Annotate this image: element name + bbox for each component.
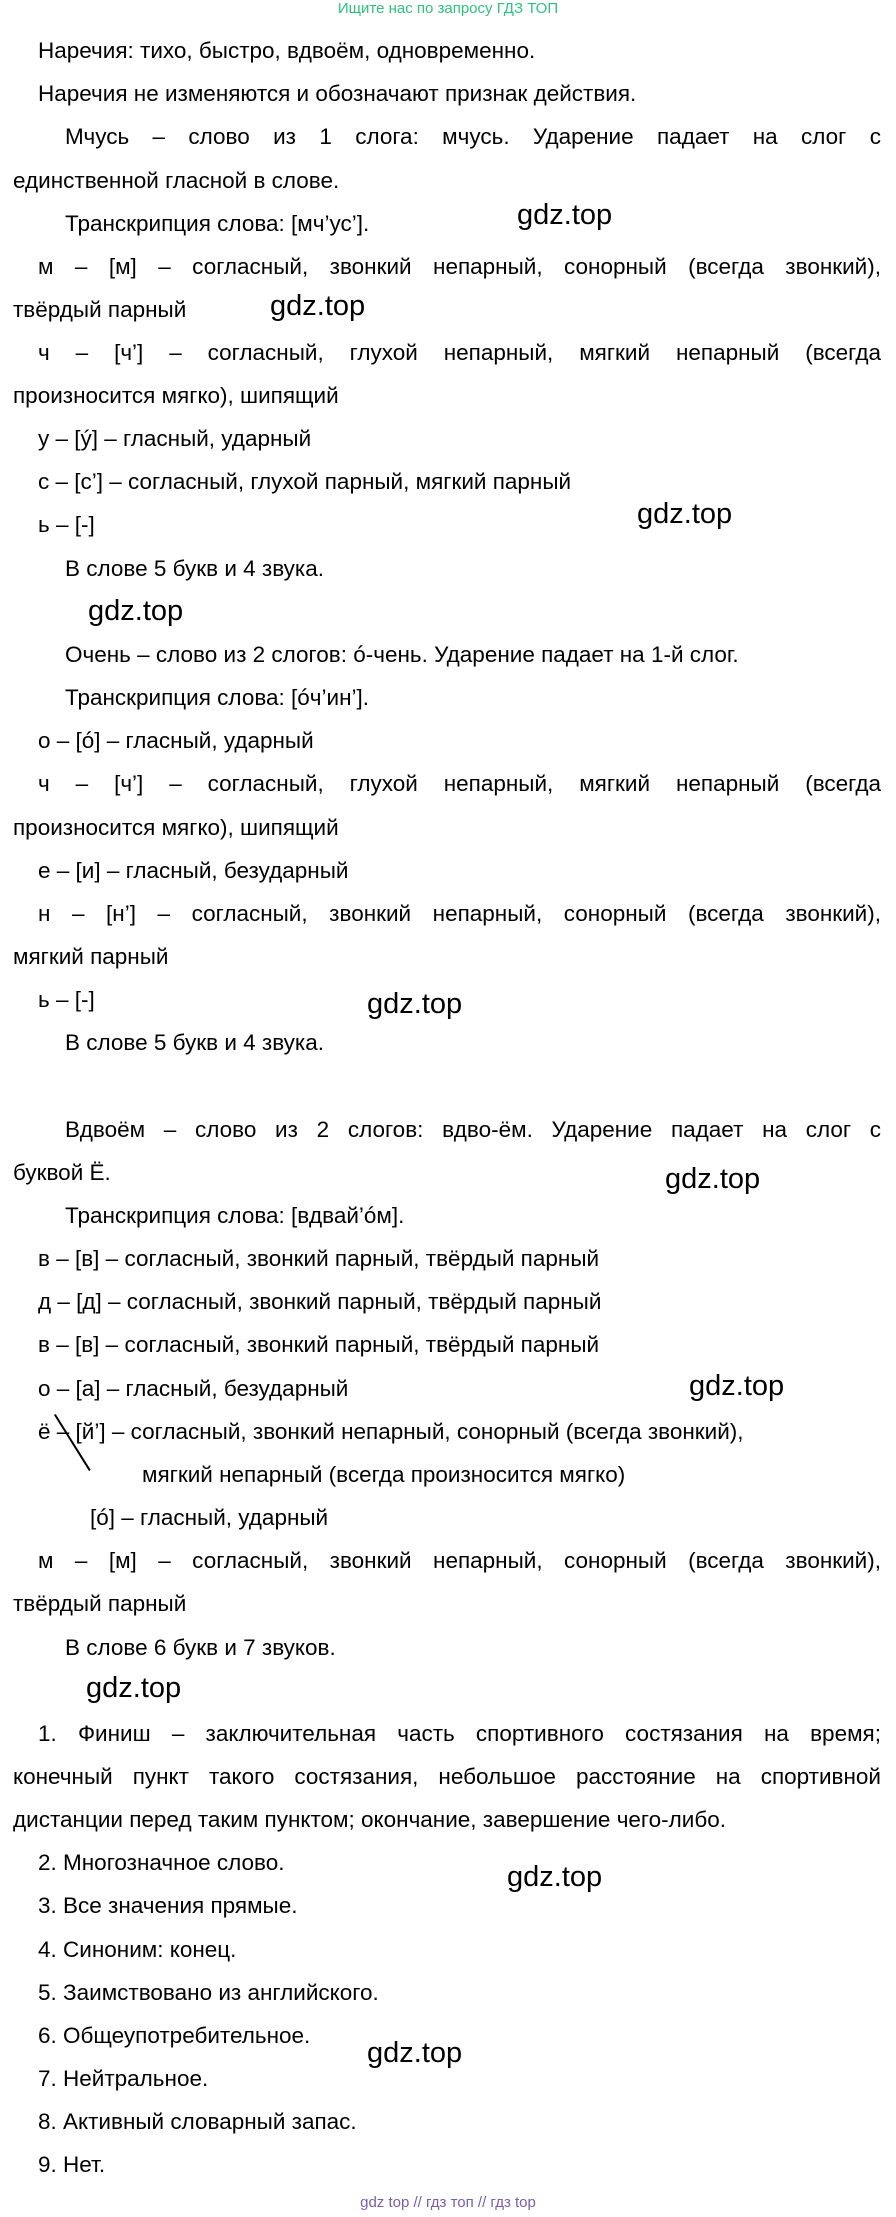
text-line: Транскрипция слова: [вдвай’óм].: [65, 1203, 405, 1228]
text-line: твёрдый парный: [13, 1591, 187, 1616]
text-line: Наречия: тихо, быстро, вдвоём, одновременно.: [38, 38, 536, 63]
watermark: gdz.top: [517, 199, 613, 231]
text-line: В слове 5 букв и 4 звука.: [65, 556, 325, 581]
text-line: буквой Ё.: [13, 1160, 111, 1185]
text-line: н – [н’] – согласный, звонкий непарный, сонорный (всегда звонкий),: [38, 901, 881, 926]
text-line: Очень – слово из 2 слогов: ó-чень. Ударение падает на 1-й слог.: [65, 642, 739, 667]
text-line: В слове 5 букв и 4 звука.: [65, 1030, 325, 1055]
text-line: ч – [ч’] – согласный, глухой непарный, мягкий непарный (всегда: [38, 340, 881, 365]
text-line: 1. Финиш – заключительная часть спортивного состязания на время;: [38, 1721, 881, 1746]
text-line: Мчусь – слово из 1 слога: мчусь. Ударение падает на слог с: [65, 124, 881, 149]
text-line: ч – [ч’] – согласный, глухой непарный, мягкий непарный (всегда: [38, 771, 881, 796]
watermark: gdz.top: [637, 498, 733, 530]
text-line: Транскрипция слова: [óч’ин’].: [65, 685, 370, 710]
text-line: 7. Нейтральное.: [38, 2066, 209, 2091]
watermark: gdz.top: [367, 2037, 463, 2069]
text-line: твёрдый парный: [13, 297, 187, 322]
text-line: с – [с’] – согласный, глухой парный, мягкий парный: [38, 469, 572, 494]
text-line: д – [д] – согласный, звонкий парный, твёрдый парный: [38, 1289, 602, 1314]
text-line: 3. Все значения прямые.: [38, 1893, 298, 1918]
text-line: ь – [-]: [38, 987, 95, 1012]
watermark: gdz.top: [88, 595, 184, 627]
text-line: Транскрипция слова: [мч’ус’].: [65, 211, 370, 236]
text-line: [ó] – гласный, ударный: [90, 1505, 329, 1530]
text-line: мягкий непарный (всегда произносится мягко): [142, 1462, 626, 1487]
text-line: у – [ý] – гласный, ударный: [38, 426, 312, 451]
watermark: gdz.top: [367, 988, 463, 1020]
text-line: конечный пункт такого состязания, небольшое расстояние на спортивной: [13, 1764, 881, 1789]
text-line: ь – [-]: [38, 512, 95, 537]
text-line: дистанции перед таким пунктом; окончание, завершение чего-либо.: [13, 1807, 726, 1832]
text-line: мягкий парный: [13, 944, 169, 969]
text-line: е – [и] – гласный, безударный: [38, 858, 349, 883]
watermark: gdz.top: [507, 1861, 603, 1893]
text-line: 5. Заимствовано из английского.: [38, 1980, 379, 2005]
watermark: gdz.top: [270, 290, 366, 322]
text-line: В слове 6 букв и 7 звуков.: [65, 1635, 336, 1660]
text-line: 4. Синоним: конец.: [38, 1937, 237, 1962]
text-line: о – [а] – гласный, безударный: [38, 1376, 349, 1401]
bottom-banner: gdz top // гдз топ // гдз top: [360, 2194, 536, 2211]
text-line: произносится мягко), шипящий: [13, 383, 339, 408]
text-line: единственной гласной в слове.: [13, 168, 340, 193]
text-line: ё – [й’] – согласный, звонкий непарный, сонорный (всегда звонкий),: [38, 1419, 744, 1444]
text-line: произносится мягко), шипящий: [13, 815, 339, 840]
text-line: 6. Общеупотребительное.: [38, 2023, 311, 2048]
text-line: Вдвоём – слово из 2 слогов: вдво-ём. Ударение падает на слог с: [65, 1117, 881, 1142]
text-line: м – [м] – согласный, звонкий непарный, сонорный (всегда звонкий),: [38, 254, 881, 279]
watermark: gdz.top: [665, 1163, 761, 1195]
text-line: 8. Активный словарный запас.: [38, 2109, 357, 2134]
text-line: Наречия не изменяются и обозначают признак действия.: [38, 81, 637, 106]
top-banner: Ищите нас по запросу ГДЗ ТОП: [337, 0, 559, 17]
watermark: gdz.top: [86, 1672, 182, 1704]
text-line: в – [в] – согласный, звонкий парный, твёрдый парный: [38, 1246, 600, 1271]
text-line: 2. Многозначное слово.: [38, 1850, 285, 1875]
text-line: в – [в] – согласный, звонкий парный, твёрдый парный: [38, 1332, 600, 1357]
text-line: о – [ó] – гласный, ударный: [38, 728, 314, 753]
watermark: gdz.top: [689, 1370, 785, 1402]
text-line: м – [м] – согласный, звонкий непарный, сонорный (всегда звонкий),: [38, 1548, 881, 1573]
text-line: 9. Нет.: [38, 2152, 106, 2177]
